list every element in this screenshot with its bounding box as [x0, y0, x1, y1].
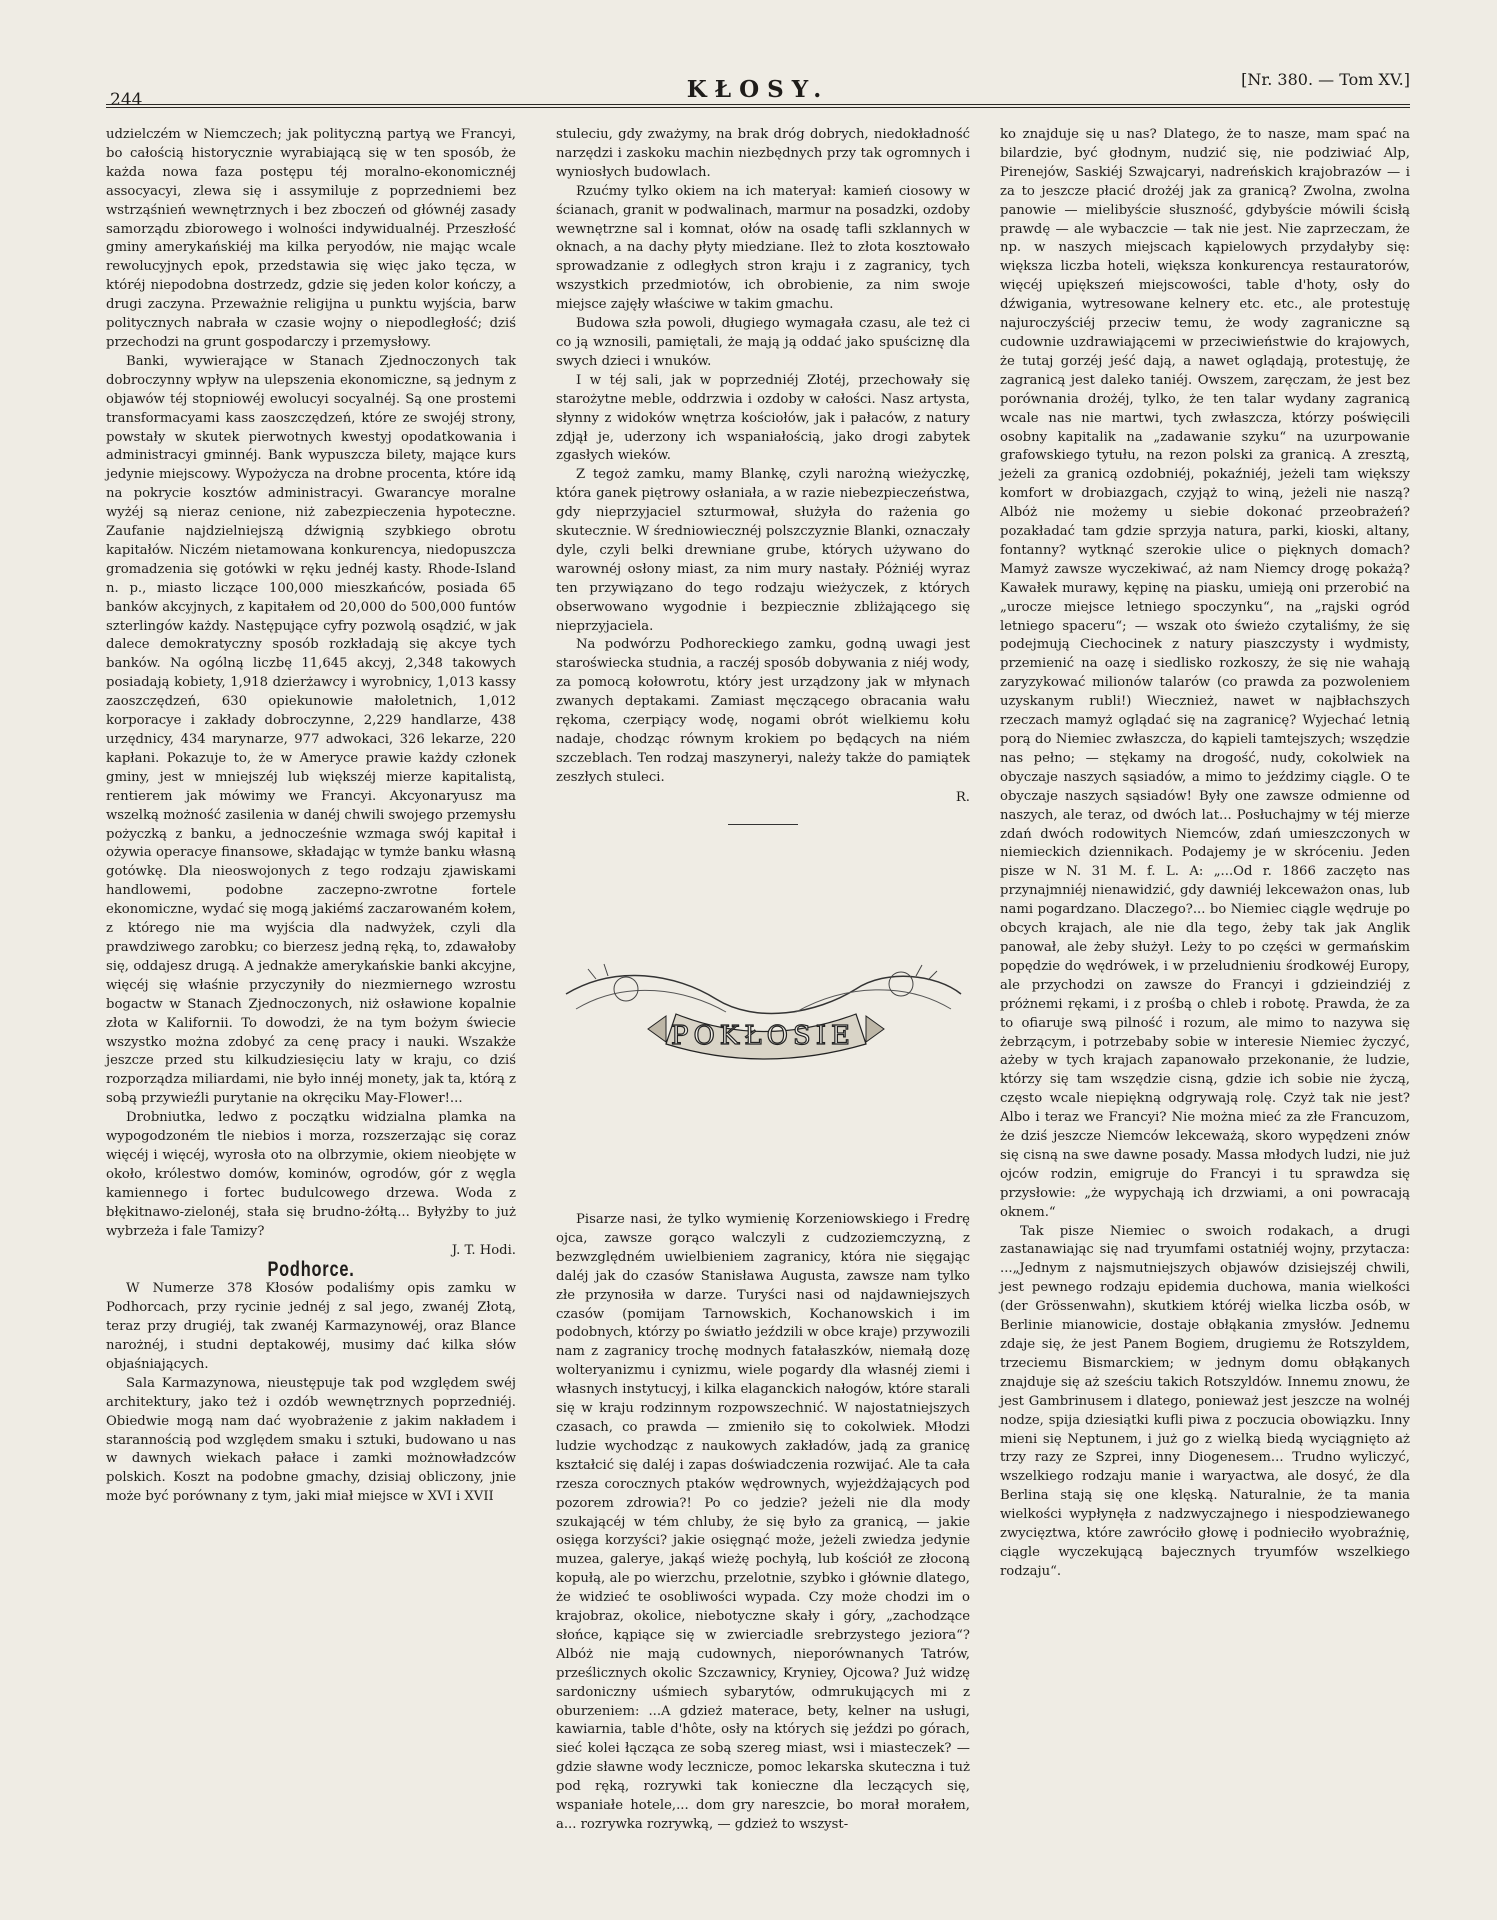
issue-number: [Nr. 380. — Tom XV.] [1241, 70, 1410, 89]
page-number: 244 [110, 90, 143, 110]
paragraph: udzielczém w Niemczech; jak polityczną partyą we Francyi, bo całością historycznie wyrabiającą się w ten sposób, że każda nowa faza postępu téj moralno-ekonomicznéj assocyacyi, zlewa się i assymiluje z poprzedniemi bez wstrząśnień wewnętrznych i bez zboczeń od głównéj zasady samorządu zbiorowego i wolności indywidualnéj. Przeszłość gminy amerykańskiéj ma kilka peryodów, nie mając wcale rewolucyjnych epok, przedstawia się więc jako tęcza, w któréj niepodobna dostrzedz, gdzie się jeden kolor kończy, a drugi zaczyna. Przeważnie religijna u punktu wyjścia, barw politycznych nabrała w czasie wojny o niepodległość; dziś przechodzi na grunt gospodarczy i przemysłowy. [106, 127, 516, 350]
section-divider [728, 824, 798, 825]
column-middle-lower [556, 1211, 970, 1835]
banner-title: POKŁOSIE [670, 1021, 856, 1051]
paragraph: stuleciu, gdy zważymy, na brak dróg dobrych, niedokładność narzędzi i zaskoku machin niezbędnych przy tak ogromnych i wyniosłych budowlach. [556, 127, 970, 180]
page-header [106, 68, 1410, 110]
paragraph: Banki, wywierające w Stanach Zjednoczonych tak dobroczynny wpływ na ulepszenia ekonomiczne, są jednym z objawów téj stopniowéj ewolucyi socyalnéj. Są one prostemi transformacyami kass zaoszczędzeń, które ze swojéj strony, powstały w skutek pierwotnych kwestyj opodatkowania i administracyi gminnéj. Bank wypuszcza bilety, mające kurs jedynie miejscowy. Wypożycza na drobne procenta, które idą na pokrycie kosztów administracyi. Gwarancye moralne wyżéj są nieraz cenione, niż zabezpieczenia hypoteczne. Zaufanie najdzielniejszą dźwignią szybkiego obrotu kapitałów. Niczém nietamowana konkurencya, niedopuszcza gromadzenia się gotówki w ręku jednéj kasty. Rhode-Island n. p., miasto liczące 100,000 mieszkańców, posiada 65 banków akcyjnych, z kapitałem od 20,000 do 500,000 funtów szterlingów każdy. Następujące cyfry pozwolą osądzić, w jak dalece demokratyczny sposób rozkładają się akcye tych banków. Na ogólną liczbę 11,645 akcyj, 2,348 takowych posiadają kobiety, 1,918 dzierżawcy i wyrobnicy, 1,013 kassy zaoszczędzeń, 630 opiekunowie małoletnich, 1,012 korporacye i zakłady dobroczynne, 2,229 handlarze, 438 urzędnicy, 434 marynarze, 977 adwokaci, 326 lekarze, 220 kapłani. Pokazuje to, że w Ameryce prawie każdy członek gminy, jest w mniejszéj lub większéj mierze kapitalistą, rentierem jak mówimy we Francyi. Akcyonaryusz ma wszelką możność zasilenia w danéj chwili swojego przemysłu pożyczką z banku, a jednocześnie wzmaga swój kapitał i ożywia operacye finansowe, składając w tymże banku własną gotówkę. Dla nieoswojonych z tego rodzaju zjawiskami handlowemi, podobne zaczepno-zwrotne fortele ekonomiczne, wydać się mogą jakiémś zaczarowaném kołem, z którego nie ma wyjścia dla nadwyżek, czyli dla prawdziwego zarobku; co bierzesz jedną ręką, to, zdawałoby się, oddajesz drugą. A jednakże amerykańskie banki akcyjne, więcéj się właśnie przyczyniły do niezmiernego wzrostu bogactw w Stanach Zjednoczonych, niż osławione kopalnie złota w Kalifornii. To dowodzi, że na tym bożym świecie wszystko można zdobyć za cenę pracy i nauki. Wszakże jeszcze przed stu kilkudziesięciu laty w kraju, co dziś rozporządza miliardami, nie było innéj monety, jak ta, którą z sobą przywieźli purytanie na okręciku May-Flower!... [106, 353, 516, 1107]
paragraph: Drobniutka, ledwo z początku widzialna plamka na wypogodzoném tle niebios i morza, rozszerzając się coraz więcéj i więcéj, wyrosła oto na olbrzymie, okiem nieobjęte w około, królestwo domów, kominów, ogrodów, gór z węgla kamiennego i fortec budulcowego drzewa. Woda z błękitnawo-zielonéj, stała się brudno-żółtą... Byłyżby to już wybrzeża i fale Tamizy? [106, 1110, 516, 1239]
paragraph: Na podwórzu Podhoreckiego zamku, godną uwagi jest staroświecka studnia, a raczéj sposób dobywania z niéj wody, za pomocą kołowrotu, który jest urządzony jak w młynach zwanych deptakami. Zamiast męczącego obracania wału rękoma, czerpiący wodę, nogami obrót wielkiemu kołu nadaje, chodząc równym krokiem po będących na niém szczeblach. Ten rodzaj maszyneryi, należy także do pamiątek zeszłych stuleci. [556, 637, 970, 785]
column-left [106, 126, 516, 1507]
journal-title: KŁOSY. [686, 76, 830, 103]
paragraph: Sala Karmazynowa, nieustępuje tak pod względem swéj architektury, jako też i ozdób wewnętrznych poprzedniéj. Obiedwie mogą nam dać wyobrażenie z jakim nakładem i starannością pod względem smaku i sztuki, budowano u nas w dawnych wiekach pałace i zamki możnowładzców polskich. Koszt na podobne gmachy, dzisiaj obliczony, jnie może być porównany z tym, jaki miał miejsce w XVI i XVII [106, 1375, 516, 1505]
header-rule-second [106, 107, 1410, 108]
ornament-banner-icon [556, 954, 970, 1072]
paragraph: Rzućmy tylko okiem na ich materyał: kamień ciosowy w ścianach, granit w podwalinach, marmur na posadzki, ozdoby wewnętrzne sal i komnat, ołów na osadę tafli szklannych w oknach, a na dachy płyty miedziane. Ileż to złota kosztowało sprowadzanie z odległych stron kraju i z zagranicy, tych wszystkich przedmiotów, ich obrobienie, za nim swoje miejsce zajęły właściwe w takim gmachu. [556, 183, 970, 313]
paragraph: Z tegoż zamku, mamy Blankę, czyli narożną wieżyczkę, która ganek piętrowy osłaniała, a w razie niebezpieczeństwa, gdy nieprzyjaciel szturmował, służyła do rażenia go skutecznie. W średniowiecznéj polszczyznie Blanki, oznaczały dyle, czyli belki drewniane grube, których używano do warownéj osłony miast, za nim mury nastały. Póżniéj wyraz ten przywiązano do tego rodzaju wieżyczek, z których obserwowano wygodnie i bezpiecznie zbliżającego się nieprzyjaciela. [556, 467, 970, 634]
paragraph: W Numerze 378 Kłosów podaliśmy opis zamku w Podhorcach, przy rycinie jednéj z sal jego, zwanéj Złotą, teraz przy drugiéj, tak zwanéj Karmazynowéj, oraz Blance narożnéj, i studni deptakowéj, musimy dać kilka słów objaśniających. [106, 1281, 516, 1372]
author-signature: J. T. Hodi. [451, 1243, 516, 1259]
pokłosie-banner [556, 954, 970, 1072]
column-right [1000, 126, 1410, 1582]
section-title: Podhorce. [267, 1258, 355, 1282]
paragraph: ko znajduje się u nas? Dlatego, że to nasze, mam spać na bilardzie, być głodnym, nudzić się, nie podziwiać Alp, Pirenejów, Saskiéj Szwajcaryi, nadreńskich krajobrazów — i za to jeszcze płacić drożéj jak za granicą? Zwolna, zwolna panowie — mielibyście słuszność, gdybyście mówili ścisłą prawdę — ale wybaczcie — tak nie jest. Nie zaprzeczam, że np. w naszych miejscach kąpielowych przydałyby się: większa liczba hoteli, większa konkurencya restauratorów, więcéj upiększeń miejscowości, table d'hoty, osły do dźwigania, wytresowane kelnery etc. etc., ale protestuję najuroczyściéj przeciw temu, że wody zagraniczne są cudownie uzdrawiającemi w przeciwieństwie do krajowych, że tutaj gorzéj jeść dają, a nawet oglądają, protestuję, że zagranicą jest daleko taniéj. Owszem, zaręczam, że jest bez porównania drożéj, tylko, że ten talar wydany zagranicą wcale nas nie martwi, tych zwłaszcza, którzy poświęcili osobny kapitalik na „zadawanie szyku“ na uzurpowanie grafowskiego tytułu, na rezon polski za granicą. A zresztą, jeżeli za granicą ozdobniéj, pokaźniéj, jeżeli tam większy komfort w drobiazgach, czyjąż to winą, jeżeli nie naszą? Albóż nie możemy u siebie dokonać przeobrażeń? pozakładać tam gdzie sprzyja natura, parki, kioski, altany, fontanny? wytknąć szerokie ulice o pięknych domach? Mamyż zawsze wyczekiwać, aż nam Niemcy drogę pokażą? Kawałek murawy, kępinę na piasku, umieją oni przerobić na „urocze miejsce letniego spoczynku“, na „rajski ogród letniego spaceru“; — wszak oto świeżo czytaliśmy, że się podejmują Ciechocinek z natury piaszczysty i wydmisty, przemienić na oazę i siedlisko rozkoszy, że się nie wahają zaryzykować milionów talarów (co prawda za pozwoleniem uzyskanym rubli!) Wiecznież, nawet w najbłachszych rzeczach mamyż oglądać się na zagranicę? Wyjechać letnią porą do Niemiec zwłaszcza, do kąpieli tamtejszych; wszędzie nas pełno; — stękamy na drogość, nudy, cokolwiek na obyczaje naszych sąsiadów, a mimo to jeździmy ciągle. O te obyczaje naszych sąsiadów! Były one zawsze odmienne od naszych, ale teraz, od dwóch lat... Posłuchajmy w téj mierze zdań dwóch rodowitych Niemców, zdań umieszczonych w niemieckich dziennikach. Podajemy je w skróceniu. Jeden pisze w N. 31 M. f. L. A: „...Od r. 1866 zaczęto nas przynajmniéj nienawidzić, gdy dawniéj lekceważon onas, lub nami pogardzano. Dlaczego?... bo Niemiec ciągle wędruje po obcych krajach, ale nie dla tego, żeby tak jak Anglik panował, ale żeby służył. Leży to po części w germańskim popędzie do wędrówek, i w przeludnieniu środkowéj Europy, ale przychodzi on zawsze do Francyi i gdzieindziéj z próżnemi rękami, i z prośbą o chleb i robotę. Prawda, że za to ofiaruje swą pilność i rozum, ale mimo to nazywa się żebrzącym, i potrzebaby sobie w interesie Niemiec życzyć, ażeby w tych krajach zapanowało przekonanie, że ludzie, którzy się tam wszędzie cisną, gdzie ich sobie nie życzą, często wcale niepiękną odgrywają rolę. Czyż tak nie jest? Albo i teraz we Francyi? Nie można mieć za złe Francuzom, że dziś jeszcze Niemców lekceważą, skoro wypędzeni znów się cisną na swe dawne posady. Massa młodych ludzi, nie już ojców rodzin, emigruje do Francyi i tu sprawdza się przysłowie: „że wypychają ich drzwiami, a oni powracają oknem.“ [1000, 127, 1410, 1220]
paragraph: Tak pisze Niemiec o swoich rodakach, a drugi zastanawiając się nad tryumfami ostatniéj wojny, przytacza: ...„Jednym z najsmutniejszych objawów dzisiejszéj chwili, jest pewnego rodzaju epidemia duchowa, mania wielkości (der Grössenwahn), skutkiem któréj wielka liczba osób, w Berlinie mianowicie, dostaje obłąkania zmysłów. Jednemu zdaje się, że jest Panem Bogiem, drugiemu że Rotszyldem, trzeciemu Bismarckiem; w jednym domu obłąkanych znajduje się aż sześciu takich Rotszyldów. Innemu znowu, że jest Gambrinusem i dlatego, ponieważ jest jeszcze na wolnéj nodze, spija dziesiątki kufli piwa z poczucia obowiązku. Inny mieni się Neptunem, i już go z wielką biedą wyciągnięto aż trzy razy ze Szprei, inny Diogenesem... Trudno wyliczyć, wszelkiego rodzaju manie i waryactwa, ale dosyć, że dla Berlina stają się one klęską. Naturalnie, że ta mania wielkości wypłynęła z nadzwyczajnego i niespodziewanego zwycięztwa, które zawróciło głowę i podnieciło wyobraźnię, ciągle wyczekującą bajecznych tryumfów wszelkiego rodzaju“. [1000, 1223, 1410, 1579]
paragraph: Pisarze nasi, że tylko wymienię Korzeniowskiego i Fredrę ojca, zawsze gorąco walczyli z cudzoziemczyzną, z bezwzględném uwielbieniem zagranicy, która nie sięgając daléj jak do czasów Stanisława Augusta, zawsze nam tylko złe przynosiła w darze. Turyści nasi od najdawniejszych czasów (pomijam Tarnowskich, Kochanowskich i im podobnych, którzy po światło jeździli w obce kraje) przywozili nam z zagranicy trochę modnych fatałaszków, niemałą dozę wolteryanizmu i cynizmu, wiele pogardy dla własnéj ziemi i własnych instytucyj, i kilka elaganckich nałogów, które starali się w kraju rodzinnym rozpowszechnić. W najostatniejszych czasach, co prawda — zmieniło się to cokolwiek. Młodzi ludzie wychodząc z naukowych zakładów, jadą za granicę kształcić się daléj i zapas doświadczenia rozwijać. Ale ta cała rzesza corocznych ptaków wędrownych, wyjeżdżających pod pozorem zdrowia?! Po co jedzie? jeżeli nie dla mody szukającéj w tém chluby, że się było za granicą, — jakie osięga korzyści? jakie osięgnąć może, jeżeli zwiedza jedynie muzea, galerye, jakąś wieżę pochyłą, lub kościół ze złoconą kopułą, ale po wierzchu, przelotnie, szybko i głównie dlatego, że widzieć te osobliwości wypada. Czy może chodzi im o krajobraz, okolice, niebotyczne skały i góry, „zachodzące słońce, kąpiące się w zwierciadle srebrzystego jeziora“? Albóż nie mają cudownych, nieporównanych Tatrów, prześlicznych okolic Szczawnicy, Kryniey, Ojcowa? Już widzę sardoniczny uśmiech sybarytów, odmrukujących mi z oburzeniem: ...A gdzież materace, bety, kelner na usługi, kawiarnia, table d'hôte, osły na których się jeździ po górach, sieć kolei łącząca ze sobą szereg miast, wsi i miasteczek? — gdzie sławne wody lecznicze, pomoc lekarska skuteczna i tuż pod ręką, rozrywki tak konieczne dla leczących się, wspaniałe hotele,... dom gry nareszcie, bo morał morałem, a... rozrywka rozrywką, — gdzież to wszyst- [556, 1212, 970, 1832]
header-rule [106, 104, 1410, 105]
author-signature: R. [955, 789, 970, 805]
paragraph: I w téj sali, jak w poprzedniéj Złotéj, przechowały się starożytne meble, oddrzwia i ozdoby w całości. Nasz artysta, słynny z widoków wnętrza kościołów, jak i pałaców, z natury zdjął je, uderzony ich wspaniałością, jako drogi zabytek zgasłych wieków. [556, 372, 970, 464]
paragraph: Budowa szła powoli, długiego wymagała czasu, ale też ci co ją wznosili, pamiętali, że mają ją oddać jako spuściznę dla swych dzieci i wnuków. [556, 316, 970, 369]
